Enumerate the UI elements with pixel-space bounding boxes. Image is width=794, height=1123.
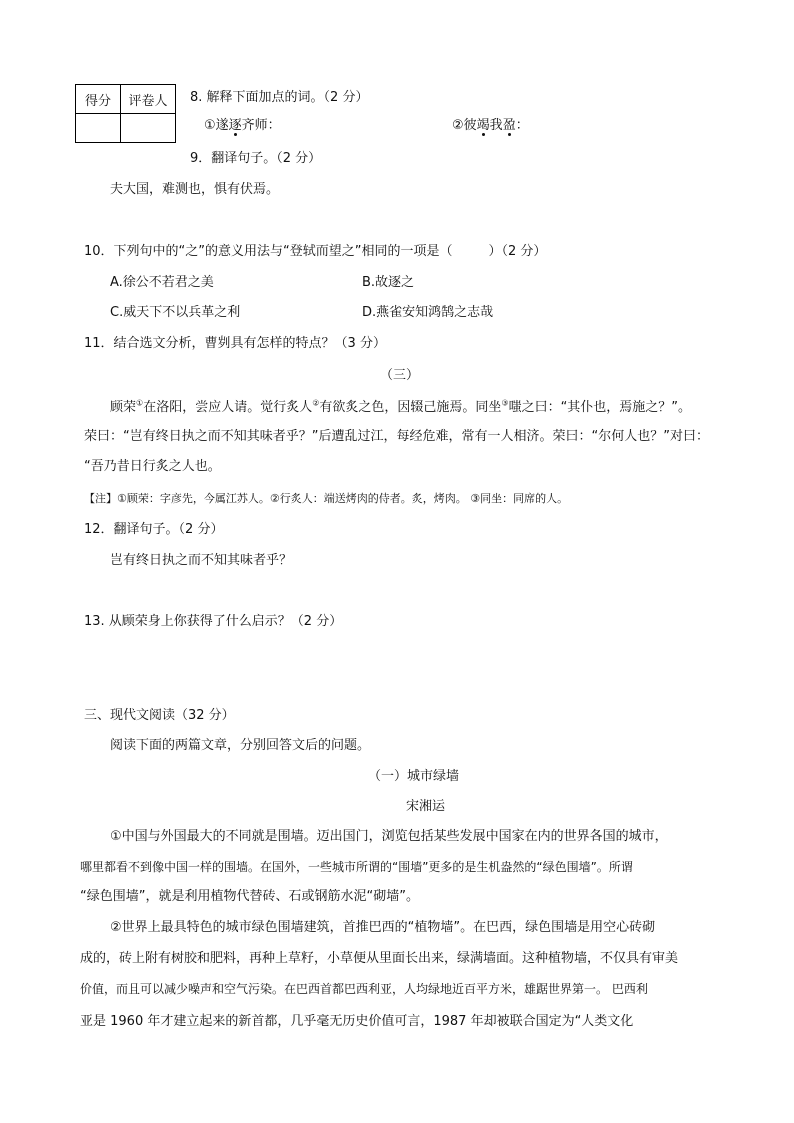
section3-para2: 荣曰：“岂有终日执之而不知其味者乎？”后遭乱过江，每经危难，常有一人相济。荣曰：“尔何人也？”对曰： [84, 429, 709, 444]
q9-sentence: 夫大国，难测也，惧有伏焉。 [110, 182, 280, 197]
q8-item1-prefix: ①遂 [204, 118, 229, 133]
section3-p1c: 有欲炙之色，因辍己施焉。同坐 [319, 400, 502, 415]
q8-item2-dotted2: 盈 [502, 118, 516, 133]
q9-stem: 9．翻译句子。（2 分） [190, 151, 322, 166]
para2-line2: 成的，砖上附有树胶和肥料，再种上草籽，小草便从里面长出来，绿满墙面。这种植物墙，不仅具有审美 [80, 951, 679, 966]
q10-stem-b: ）（2 分） [488, 244, 547, 259]
q12-sentence: 岂有终日执之而不知其味者乎？ [110, 553, 293, 568]
q8-item2-mid: 我 [489, 118, 503, 133]
q13-stem: 13. 从顾荣身上你获得了什么启示？（2 分） [84, 614, 343, 629]
q10-option-a: A.徐公不若君之美 [110, 275, 214, 290]
article-title: （一）城市绿墙 [368, 769, 460, 784]
q8-stem: 8. 解释下面加点的词。（2 分） [190, 90, 369, 105]
q12-stem: 12．翻译句子。（2 分） [84, 522, 224, 537]
q8-item2-dotted: 竭 [476, 118, 490, 133]
article-author: 宋湘运 [406, 799, 446, 814]
score-cell[interactable] [76, 114, 121, 143]
section3-para3: “吾乃昔日行炙之人也。 [84, 459, 221, 474]
para2-line3: 价值，而且可以减少噪声和空气污染。在巴西首都巴西利亚，人均绿地近百平方米，雄踞世界第一。 巴西利 [80, 982, 648, 996]
section3-heading: （三） [380, 368, 420, 383]
section3-p1b: 在洛阳，尝应人请。觉行炙人 [143, 400, 313, 415]
section3-p1d: 嗤之曰：“其仆也，焉施之？”。 [508, 400, 692, 415]
para2-line4: 亚是 1960 年才建立起来的新首都，几乎毫无历史价值可言，1987 年却被联合国定为“人类文化 [80, 1014, 634, 1029]
q10-option-c: C.威天下不以兵革之利 [110, 305, 241, 320]
footnote-ref-2: ② [312, 398, 320, 408]
q8-item2-suffix: ： [515, 118, 529, 133]
q8-item1-dotted: 逐 [228, 118, 242, 133]
q10-stem-a: 10．下列句中的“之”的意义用法与“登轼而望之”相同的一项是（ [84, 244, 453, 259]
section3-para1 [110, 398, 691, 418]
para1-line3: “绿色围墙”，就是利用植物代替砖、石或钢筋水泥“砌墙”。 [80, 889, 419, 904]
score-header: 得分 [76, 85, 121, 114]
q10-stem [84, 242, 546, 262]
q10-option-d: D.燕雀安知鸿鹄之志哉 [362, 305, 494, 320]
footnote-ref-3: ③ [501, 398, 509, 408]
grader-cell[interactable] [121, 114, 176, 143]
part3-instruction: 阅读下面的两篇文章，分别回答文后的问题。 [110, 738, 371, 753]
q10-option-b: B.故逐之 [362, 275, 415, 290]
q11-stem: 11．结合选文分析，曹刿具有怎样的特点？（3 分） [84, 336, 386, 351]
q8-item1-suffix: 齐师： [241, 118, 281, 133]
section3-p1a: 顾荣 [110, 400, 137, 415]
section3-note: 【注】①顾荣：字彦先，今属江苏人。②行炙人：端送烤肉的侍者。炙，烤肉。 ③同坐：同席的人。 [84, 492, 569, 505]
score-table [75, 84, 176, 143]
para1-line1: ①中国与外国最大的不同就是围墙。迈出国门，浏览包括某些发展中国家在内的世界各国的城市， [110, 829, 668, 844]
q8-item1 [204, 116, 281, 136]
q8-item2-prefix: ②彼 [452, 118, 477, 133]
footnote-ref-1: ① [136, 398, 144, 408]
para1-line2: 哪里都看不到像中国一样的围墙。在国外，一些城市所谓的“围墙”更多的是生机盎然的“绿色围墙”。所谓 [80, 860, 633, 874]
grader-header: 评卷人 [121, 85, 176, 114]
part3-heading: 三、现代文阅读（32 分） [84, 708, 235, 723]
para2-line1: ②世界上最具特色的城市绿色围墙建筑，首推巴西的“植物墙”。在巴西，绿色围墙是用空心砖砌 [110, 920, 656, 935]
q8-item2 [452, 116, 529, 136]
